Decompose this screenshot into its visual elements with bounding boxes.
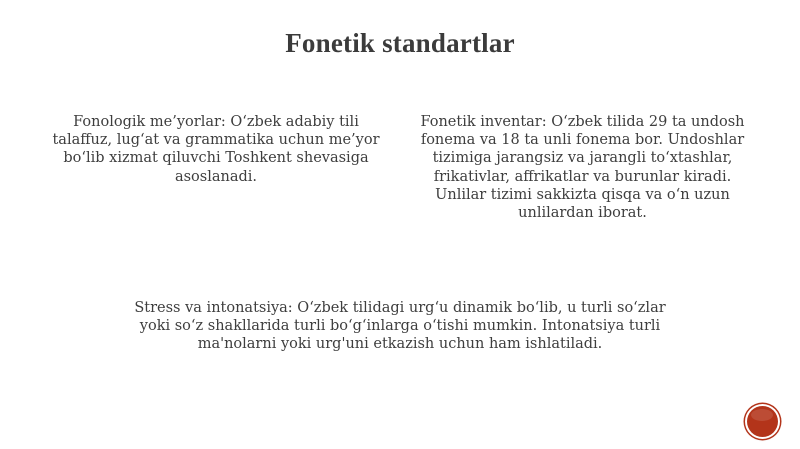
text-block-phonological-norms: Fonologik me’yorlar: O‘zbek adabiy tili talaffuz, lug‘at va grammatika uchun me’yor bo‘lib xizmat qiluvchi Toshkent shevasiga asoslanadi.	[52, 114, 380, 185]
text-block-stress-intonation: Stress va intonatsiya: O‘zbek tilidagi urg‘u dinamik bo‘lib, u turli so‘zlar yoki so‘z shakllarida turli bo‘g‘inlarga o‘tishi mumkin. Intonatsiya turli ma'nolarni yoki urg'uni etkazish uchun ham ishlatiladi.	[134, 300, 666, 353]
slide-title: Fonetik standartlar	[285, 28, 515, 58]
circle-nav-icon[interactable]	[747, 406, 778, 437]
text-block-phonetic-inventory: Fonetik inventar: O‘zbek tilida 29 ta undosh fonema va 18 ta unli fonema bor. Undoshlar tizimiga jarangsiz va jarangli to‘xtashlar, frikativlar, affrikatlar va burunlar kiradi. Unlilar tizimi sakkizta qisqa va o‘n uzun unlilardan iborat.	[420, 114, 745, 222]
